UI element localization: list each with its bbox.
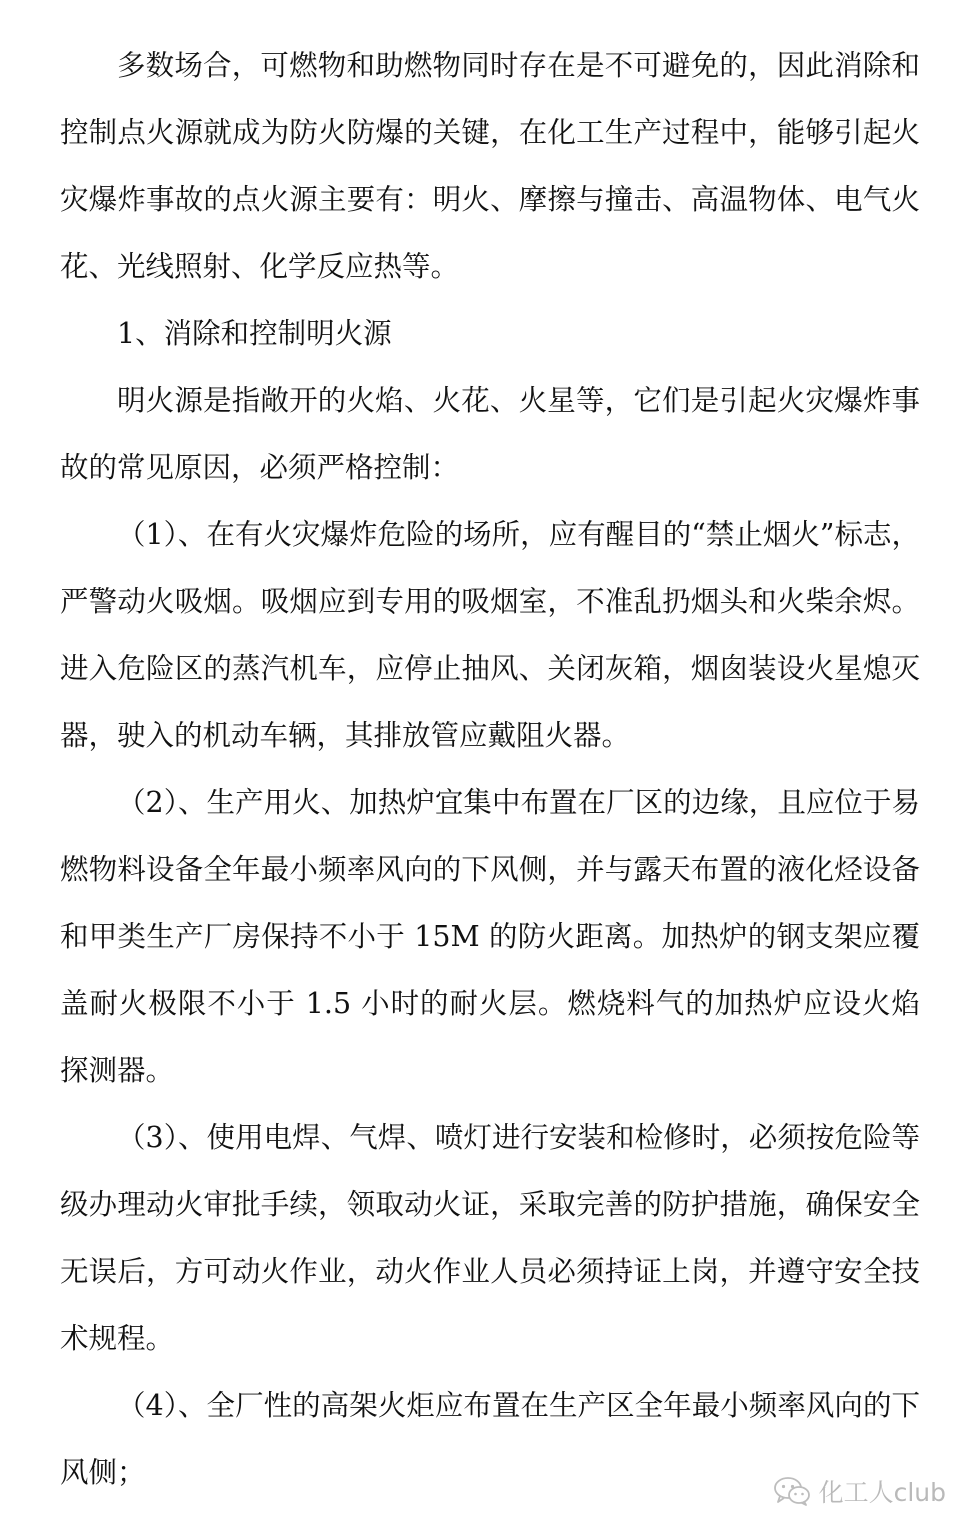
watermark-text: 化工人club	[818, 1478, 946, 1507]
paragraph-open-flame: 明火源是指敞开的火焰、火花、火星等，它们是引起火灾爆炸事故的常见原因，必须严格控制：	[60, 384, 920, 484]
list-item-3: （3）、使用电焊、气焊、喷灯进行安装和检修时，必须按危险等级办理动火审批手续，领取动火证，采取完善的防护措施，确保安全无误后，方可动火作业，动火作业人员必须持证上岗，并遵守安全技术规程。	[60, 1121, 920, 1355]
section-heading: 1、消除和控制明火源	[117, 317, 392, 350]
list-item-4: （4）、全厂性的高架火炬应布置在生产区全年最小频率风向的下风侧；	[60, 1389, 920, 1489]
wechat-icon	[773, 1476, 811, 1506]
list-item-1: （1）、在有火灾爆炸危险的场所，应有醒目的“禁止烟火”标志，严警动火吸烟。吸烟应到专用的吸烟室，不准乱扔烟头和火柴余烬。进入危险区的蒸汽机车，应停止抽风、关闭灰箱，烟囱装设火星熄灭器，驶入的机动车辆，其排放管应戴阻火器。	[60, 518, 920, 752]
document-body	[60, 32, 920, 1506]
paragraph-intro: 多数场合，可燃物和助燃物同时存在是不可避免的，因此消除和控制点火源就成为防火防爆的关键，在化工生产过程中，能够引起火灾爆炸事故的点火源主要有：明火、摩擦与撞击、高温物体、电气火花、光线照射、化学反应热等。	[60, 49, 920, 283]
watermark	[773, 1471, 946, 1511]
list-item-2: （2）、生产用火、加热炉宜集中布置在厂区的边缘，且应位于易燃物料设备全年最小频率风向的下风侧，并与露天布置的液化烃设备和甲类生产厂房保持不小于 15M 的防火距离。加热炉的钢支架应覆盖耐火极限不小于 1.5 小时的耐火层。燃烧料气的加热炉应设火焰探测器。	[60, 786, 920, 1087]
